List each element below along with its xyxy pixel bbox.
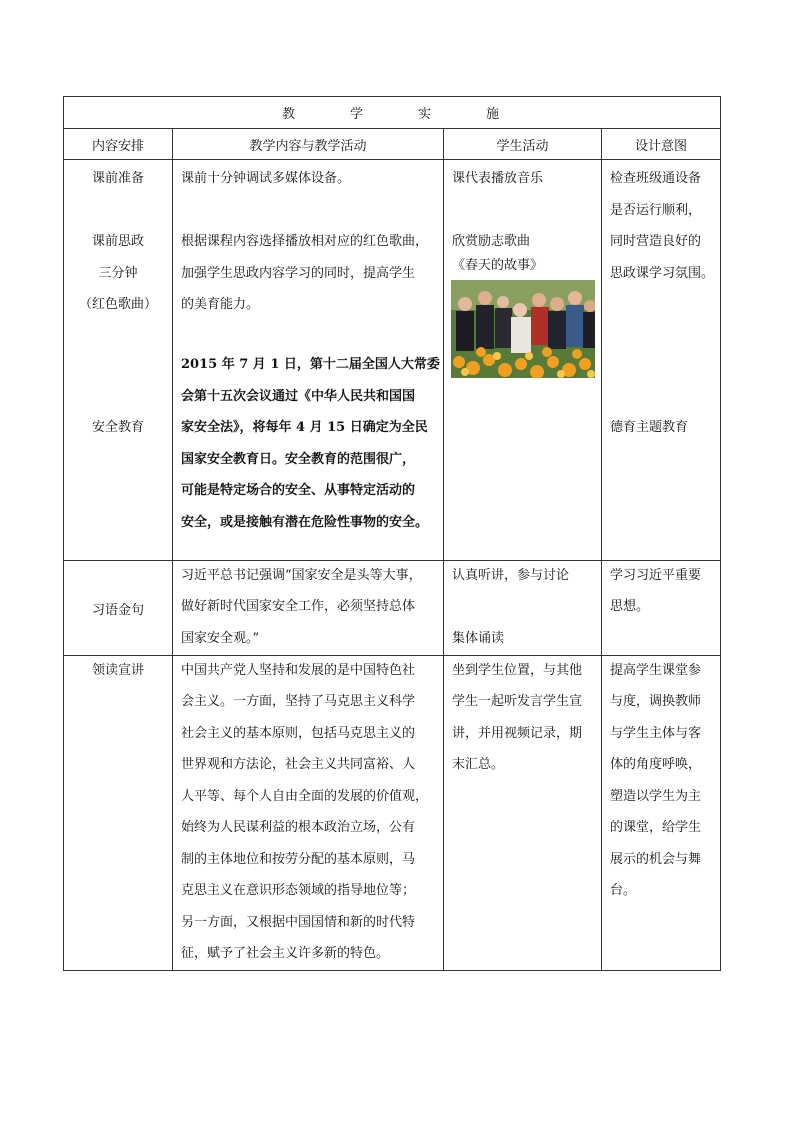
student-activity-line: 集体诵读 [452, 631, 505, 646]
intent-line: 展示的机会与舞 [610, 852, 702, 867]
student-activity-line: 讲，并用视频记录，期 [452, 726, 583, 741]
arrangement-label: 安全教育 [91, 420, 144, 435]
intent-line: 思政课学习氛围。 [610, 266, 715, 281]
row3-student-cell [444, 656, 602, 971]
row1-arrangement-cell [64, 160, 173, 561]
intent-line: 体的角度呼唤， [610, 757, 702, 772]
content-line: 中国共产党人坚持和发展的是中国特色社 [181, 663, 416, 678]
arrangement-label: （红色歌曲） [78, 297, 157, 312]
content-line: 安全，或是接触有潜在危险性事物的安全。 [181, 515, 429, 530]
content-line: 可能是特定场合的安全、从事特定活动的 [181, 483, 416, 498]
content-line: 世界观和方法论，社会主义共同富裕、人 [181, 757, 416, 772]
table-row [64, 656, 721, 971]
title-char: 实 [418, 107, 435, 122]
intent-line: 同时营造良好的 [610, 234, 702, 249]
intent-line: 台。 [610, 883, 637, 898]
content-line: 家安全法》，将每年 4 月 15 日确定为全民 [181, 420, 428, 435]
header-teaching-content: 教学内容与教学活动 [173, 129, 444, 160]
title-char: 施 [486, 107, 503, 122]
content-line: 的美育能力。 [181, 297, 260, 312]
row3-arrangement-cell [64, 656, 173, 971]
student-activity-line: 欣赏励志歌曲 [452, 234, 531, 249]
content-line: 另一方面，又根据中国国情和新的时代特 [181, 915, 416, 930]
intent-line: 检查班级通设备 [610, 171, 702, 186]
arrangement-label: 课前准备 [91, 171, 144, 186]
content-line: 国家安全观。” [181, 631, 260, 646]
intent-line: 与学生主体与客 [610, 726, 702, 741]
group-photo-illustration [451, 280, 595, 378]
intent-line: 提高学生课堂参 [610, 663, 702, 678]
intent-line: 的课堂，给学生 [610, 820, 702, 835]
student-activity-line: 《春天的故事》 [452, 258, 544, 273]
content-line: 2015 年 7 月 1 日，第十二届全国人大常委 [181, 357, 440, 372]
header-content-arrangement: 内容安排 [64, 129, 173, 160]
content-line: 国家安全教育日。安全教育的范围很广， [181, 452, 416, 467]
content-line: 根据课程内容选择播放相对应的红色歌曲， [181, 234, 429, 249]
header-design-intent: 设计意图 [602, 129, 721, 160]
student-activity-line: 学生一起听发言学生宣 [452, 694, 583, 709]
intent-line: 是否运行顺利， [610, 203, 702, 218]
intent-line: 与度，调换教师 [610, 694, 702, 709]
content-line: 社会主义的基本原则，包括马克思主义的 [181, 726, 416, 741]
student-activity-line: 认真听讲，参与讨论 [452, 568, 570, 583]
content-line: 做好新时代国家安全工作，必须坚持总体 [181, 599, 416, 614]
arrangement-label: 领读宣讲 [91, 663, 144, 678]
content-line: 制的主体地位和按劳分配的基本原则，马 [181, 852, 416, 867]
lesson-plan-document [63, 96, 720, 971]
intent-line: 学习习近平重要 [610, 568, 702, 583]
row2-student-cell [444, 561, 602, 656]
student-activity-line: 末汇总。 [452, 757, 505, 772]
row3-intent-cell [602, 656, 721, 971]
student-activity-line: 坐到学生位置，与其他 [452, 663, 583, 678]
group-photo-image [451, 280, 595, 378]
intent-line: 德育主题教育 [610, 420, 689, 435]
arrangement-label: 三分钟 [98, 266, 138, 281]
intent-line: 思想。 [610, 599, 650, 614]
table-row [64, 561, 721, 656]
intent-line: 塑造以学生为主 [610, 789, 702, 804]
row2-arrangement-cell [64, 561, 173, 656]
title-char: 学 [349, 107, 366, 122]
row2-intent-cell [602, 561, 721, 656]
content-line: 会主义。一方面，坚持了马克思主义科学 [181, 694, 416, 709]
row1-intent-cell [602, 160, 721, 561]
teaching-implementation-table [63, 96, 721, 971]
arrangement-label: 习语金句 [91, 603, 144, 618]
content-line: 课前十分钟调试多媒体设备。 [181, 171, 351, 186]
content-line: 人平等、每个人自由全面的发展的价值观， [181, 789, 429, 804]
student-activity-line: 课代表播放音乐 [452, 171, 544, 186]
table-header-row [64, 129, 721, 160]
content-line: 始终为人民谋利益的根本政治立场，公有 [181, 820, 416, 835]
table-row [64, 160, 721, 561]
content-line: 加强学生思政内容学习的同时，提高学生 [181, 266, 416, 281]
row1-content-cell [173, 160, 444, 561]
header-student-activity: 学生活动 [444, 129, 602, 160]
row3-content-cell [173, 656, 444, 971]
row2-content-cell [173, 561, 444, 656]
content-line: 习近平总书记强调“国家安全是头等大事， [181, 568, 422, 583]
row1-student-cell [444, 160, 602, 561]
title-char: 教 [281, 107, 298, 122]
table-title [64, 97, 721, 129]
content-line: 征，赋予了社会主义许多新的特色。 [181, 946, 390, 961]
arrangement-label: 课前思政 [91, 234, 144, 249]
content-line: 会第十五次会议通过《中华人民共和国国 [181, 389, 416, 404]
content-line: 克思主义在意识形态领域的指导地位等； [181, 883, 416, 898]
